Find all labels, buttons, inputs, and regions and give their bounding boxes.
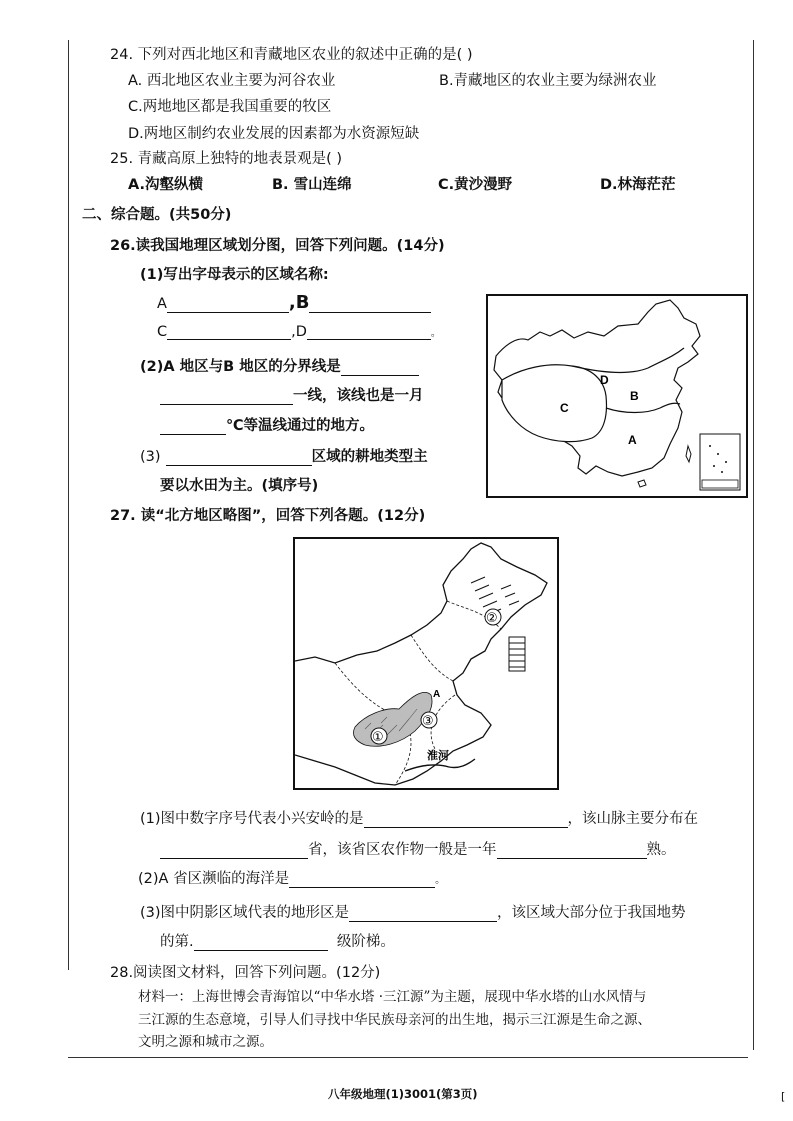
footer-rule [68,1057,748,1058]
map27-label-2: ② [486,611,498,626]
region-a-b-boundary [606,403,680,412]
q26-part1: (1)写出字母表示的区域名称: [140,267,329,283]
q26-part2c-text: ℃等温线通过的地方。 [226,418,375,434]
q26-part2 [140,355,419,376]
q26-blank-boundary[interactable] [341,361,419,376]
q27-part1-line2 [160,838,676,859]
q27-part3c-text: 的第. [160,934,194,950]
q27-part1 [140,807,698,828]
q24-option-c: C.两地地区都是我国重要的牧区 [128,99,332,115]
q27-part1c-text: 省，该省区农作物一般是一年 [308,842,497,858]
q26-blank-temp[interactable] [160,420,226,435]
right-margin-line [753,40,754,1050]
q26-part3-line2: 要以水田为主。(填序号) [160,478,319,494]
q26-part3-num: (3) [140,449,161,465]
q28-material-line1: 材料一：上海世博会青海馆以“中华水塔 ·三江源”为主题，展现中华水塔的山水风情与 [138,989,647,1005]
q27-blank-mountain[interactable] [364,813,568,828]
q27-part3b-text: ，该区域大部分位于我国地势 [497,905,686,921]
hainan-island [638,480,646,487]
q27-blank-step[interactable] [194,936,328,951]
q26-part2-line2 [160,384,424,405]
q24-option-a: A. 西北地区农业主要为河谷农业 [128,73,336,89]
coast-hatch-lines [509,643,525,667]
q27-blank-province[interactable] [160,844,308,859]
north-region-map-svg [295,539,557,788]
q25-option-c: C.黄沙漫野 [438,177,513,193]
map27-label-a: A [433,689,441,700]
q28-material-line3: 文明之源和城市之源。 [138,1034,273,1050]
q26-row-cd [157,324,441,340]
q26-end-mark: 。 [430,328,441,339]
q26-part2b-text: 一线，该线也是一月 [293,388,424,404]
corner-bracket: [ [781,1090,786,1103]
q27-part3-line2 [160,930,395,951]
q27-part1b-text: ，该山脉主要分布在 [567,811,699,827]
coast-hatch [509,637,525,671]
region-d-b-boundary [572,348,684,372]
q27-part1-text: (1)图中数字序号代表小兴安岭的是 [140,811,364,827]
shaded-region [353,692,432,746]
q26-part2-line3 [160,414,374,435]
q28-material-line2: 三江源的生态意境，引导人们寻找中华民族母亲河的出生地，揭示三江源是生命之源、 [138,1012,651,1028]
q26-blank-boundary-2[interactable] [160,390,293,405]
province-border-1 [335,601,501,785]
q27-part2 [138,867,445,888]
page-footer: 八年级地理(1)3001(第3页) [328,1087,478,1101]
q25-option-b: B. 雪山连绵 [272,177,352,193]
region-c-boundary [502,365,606,442]
section2-title: 二、综合题。(共50分) [82,207,232,223]
q26-blank-d[interactable] [307,325,431,340]
q26-row-ab [157,292,431,313]
q26-blank-b[interactable] [309,298,431,313]
q28-stem: 28.阅读图文材料，回答下列问题。(12分) [110,965,381,981]
china-regions-map [486,294,748,498]
q26-blank-c[interactable] [167,325,291,340]
map27-label-3: ③ [422,714,434,729]
q25-option-a: A.沟壑纵横 [128,177,203,193]
q27-stem: 27. 读“北方地区略图”，回答下列各题。(12分) [110,508,426,524]
map26-label-b: B [630,389,639,403]
q27-part3-text: (3)图中阴影区域代表的地形区是 [140,905,350,921]
map26-label-c: C [560,401,569,415]
q27-part2-text: (2)A 省区濒临的海洋是 [138,871,290,887]
taiwan-island [686,446,691,462]
q25-stem: 25. 青藏高原上独特的地表景观是( ) [110,151,343,167]
q26-label-b: ,B [288,292,310,313]
q26-blank-region[interactable] [166,451,312,466]
q27-end-mark: 。 [435,875,446,886]
q26-part3 [140,445,428,466]
q26-blank-a[interactable] [167,298,289,313]
map26-label-a: A [628,433,637,447]
map27-label-river: 淮河 [427,749,449,762]
q26-stem: 26.读我国地理区域划分图，回答下列问题。(14分) [110,238,445,254]
q27-blank-crop[interactable] [497,844,647,859]
north-region-map [293,537,559,790]
south-sea-inset [700,434,740,490]
q27-part1d-text: 熟。 [646,842,676,858]
q26-label-a: A [157,296,167,312]
q27-part3d-text: 级阶梯。 [336,934,395,950]
q24-option-d: D.两地区制约农业发展的因素都为水资源短缺 [128,126,420,142]
q27-part3 [140,901,686,922]
map26-label-d: D [600,373,609,387]
q26-label-d: ,D [291,324,307,340]
q24-option-b: B.青藏地区的农业主要为绿洲农业 [439,73,657,89]
map27-label-1: ① [372,730,384,745]
left-margin-line [68,40,69,970]
q24-stem: 24. 下列对西北地区和青藏地区农业的叙述中正确的是( ) [110,47,473,63]
q27-blank-landform[interactable] [349,907,497,922]
china-regions-map-svg [488,296,746,496]
q26-part2-text: (2)A 地区与B 地区的分界线是 [140,359,341,375]
q25-option-d: D.林海茫茫 [600,177,676,193]
q27-blank-sea[interactable] [289,873,435,888]
q26-label-c: C [157,324,168,340]
q26-part3-text: 区域的耕地类型主 [311,449,428,465]
